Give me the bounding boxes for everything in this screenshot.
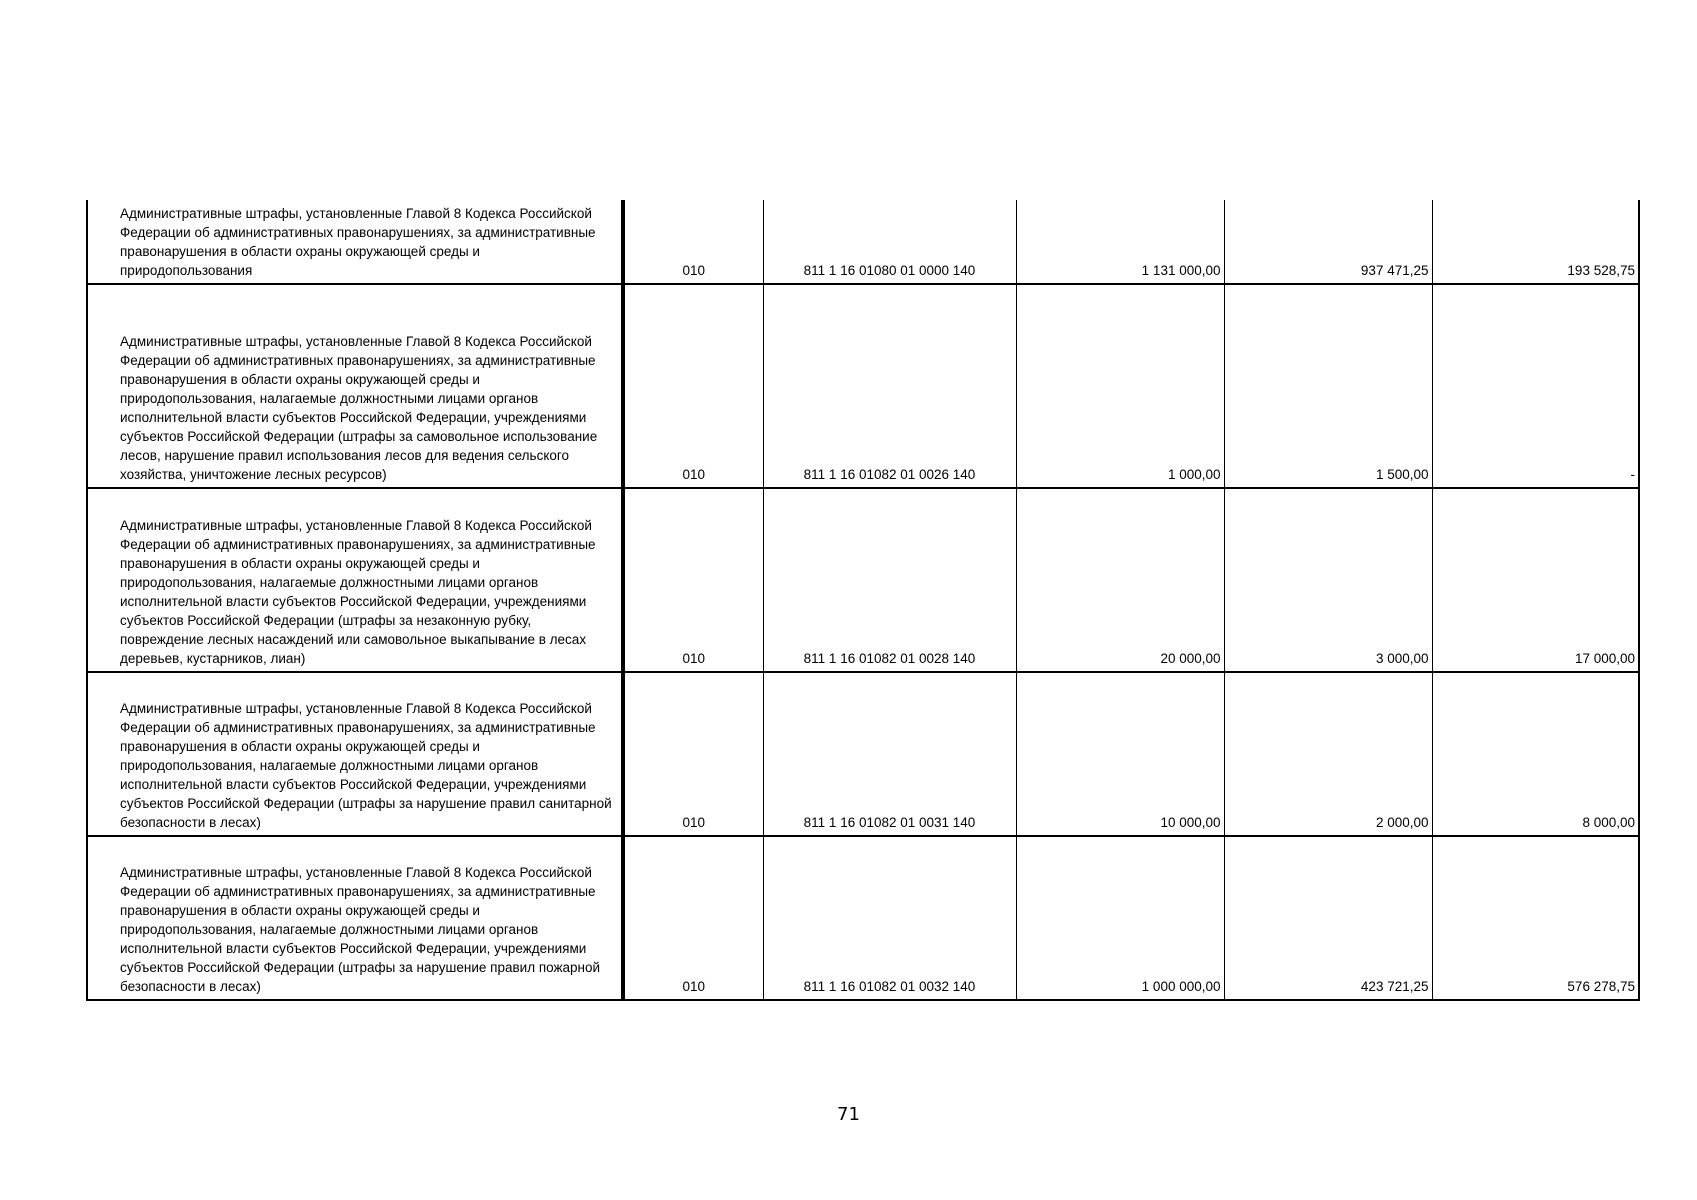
approved-amount-cell: 1 000 000,00 — [1016, 836, 1224, 1000]
table-row — [87, 836, 1639, 1000]
executed-amount-cell: 3 000,00 — [1224, 488, 1432, 672]
unexecuted-amount-cell: 17 000,00 — [1432, 488, 1639, 672]
row-name: Административные штрафы, установленные Главой 8 Кодекса Российской Федерации об административных правонарушениях, за административные правонарушения в области охраны окружающей среды и природопользования, налагаемые должностными лицами органов исполнительной власти субъектов Российской Федерации, учреждениями субъектов Российской Федерации (штрафы за нарушение правил санитарной безопасности в лесах) — [120, 701, 612, 830]
budget-code-cell: 811 1 16 01082 01 0031 140 — [763, 672, 1016, 836]
executed-amount-cell: 2 000,00 — [1224, 672, 1432, 836]
unexecuted-amount-cell: 8 000,00 — [1432, 672, 1639, 836]
line-code-cell: 010 — [623, 836, 763, 1000]
approved-amount-cell: 1 131 000,00 — [1016, 200, 1224, 284]
executed-amount-cell: 1 500,00 — [1224, 284, 1432, 488]
row-name: Административные штрафы, установленные Главой 8 Кодекса Российской Федерации об административных правонарушениях, за административные правонарушения в области охраны окружающей среды и природопользования, налагаемые должностными лицами органов исполнительной власти субъектов Российской Федерации, учреждениями субъектов Российской Федерации (штрафы за незаконную рубку, повреждение лесных насаждений или самовольное выкапывание в лесах деревьев, кустарников, лиан) — [120, 518, 596, 666]
table-row — [87, 284, 1639, 488]
row-name: Административные штрафы, установленные Главой 8 Кодекса Российской Федерации об административных правонарушениях, за административные правонарушения в области охраны окружающей среды и природопользования, налагаемые должностными лицами органов исполнительной власти субъектов Российской Федерации, учреждениями субъектов Российской Федерации (штрафы за нарушение правил пожарной безопасности в лесах) — [120, 865, 601, 994]
budget-code-cell: 811 1 16 01082 01 0032 140 — [763, 836, 1016, 1000]
budget-code-cell: 811 1 16 01082 01 0028 140 — [763, 488, 1016, 672]
line-code-cell: 010 — [623, 488, 763, 672]
table-row — [87, 672, 1639, 836]
row-name: Административные штрафы, установленные Главой 8 Кодекса Российской Федерации об административных правонарушениях, за административные правонарушения в области охраны окружающей среды и природопользования, налагаемые должностными лицами органов исполнительной власти субъектов Российской Федерации, учреждениями субъектов Российской Федерации (штрафы за самовольное использование лесов, нарушение правил использования лесов для ведения сельского хозяйства, уничтожение лесных ресурсов) — [120, 334, 598, 482]
line-code-cell: 010 — [623, 672, 763, 836]
row-name-cell — [87, 200, 623, 284]
row-name-cell — [87, 672, 623, 836]
executed-amount-cell: 423 721,25 — [1224, 836, 1432, 1000]
executed-amount-cell: 937 471,25 — [1224, 200, 1432, 284]
row-name-cell — [87, 836, 623, 1000]
approved-amount-cell: 20 000,00 — [1016, 488, 1224, 672]
approved-amount-cell: 1 000,00 — [1016, 284, 1224, 488]
budget-code-cell: 811 1 16 01082 01 0026 140 — [763, 284, 1016, 488]
budget-report-table — [86, 200, 1640, 1001]
row-name-cell — [87, 488, 623, 672]
unexecuted-amount-cell: - — [1432, 284, 1639, 488]
approved-amount-cell: 10 000,00 — [1016, 672, 1224, 836]
table-row — [87, 488, 1639, 672]
page-number: 71 — [837, 1104, 860, 1125]
line-code-cell: 010 — [623, 200, 763, 284]
row-name: Административные штрафы, установленные Главой 8 Кодекса Российской Федерации об административных правонарушениях, за административные правонарушения в области охраны окружающей среды и природопользования — [120, 206, 596, 278]
unexecuted-amount-cell: 193 528,75 — [1432, 200, 1639, 284]
budget-code-cell: 811 1 16 01080 01 0000 140 — [763, 200, 1016, 284]
table-row — [87, 200, 1639, 284]
unexecuted-amount-cell: 576 278,75 — [1432, 836, 1639, 1000]
row-name-cell — [87, 284, 623, 488]
line-code-cell: 010 — [623, 284, 763, 488]
